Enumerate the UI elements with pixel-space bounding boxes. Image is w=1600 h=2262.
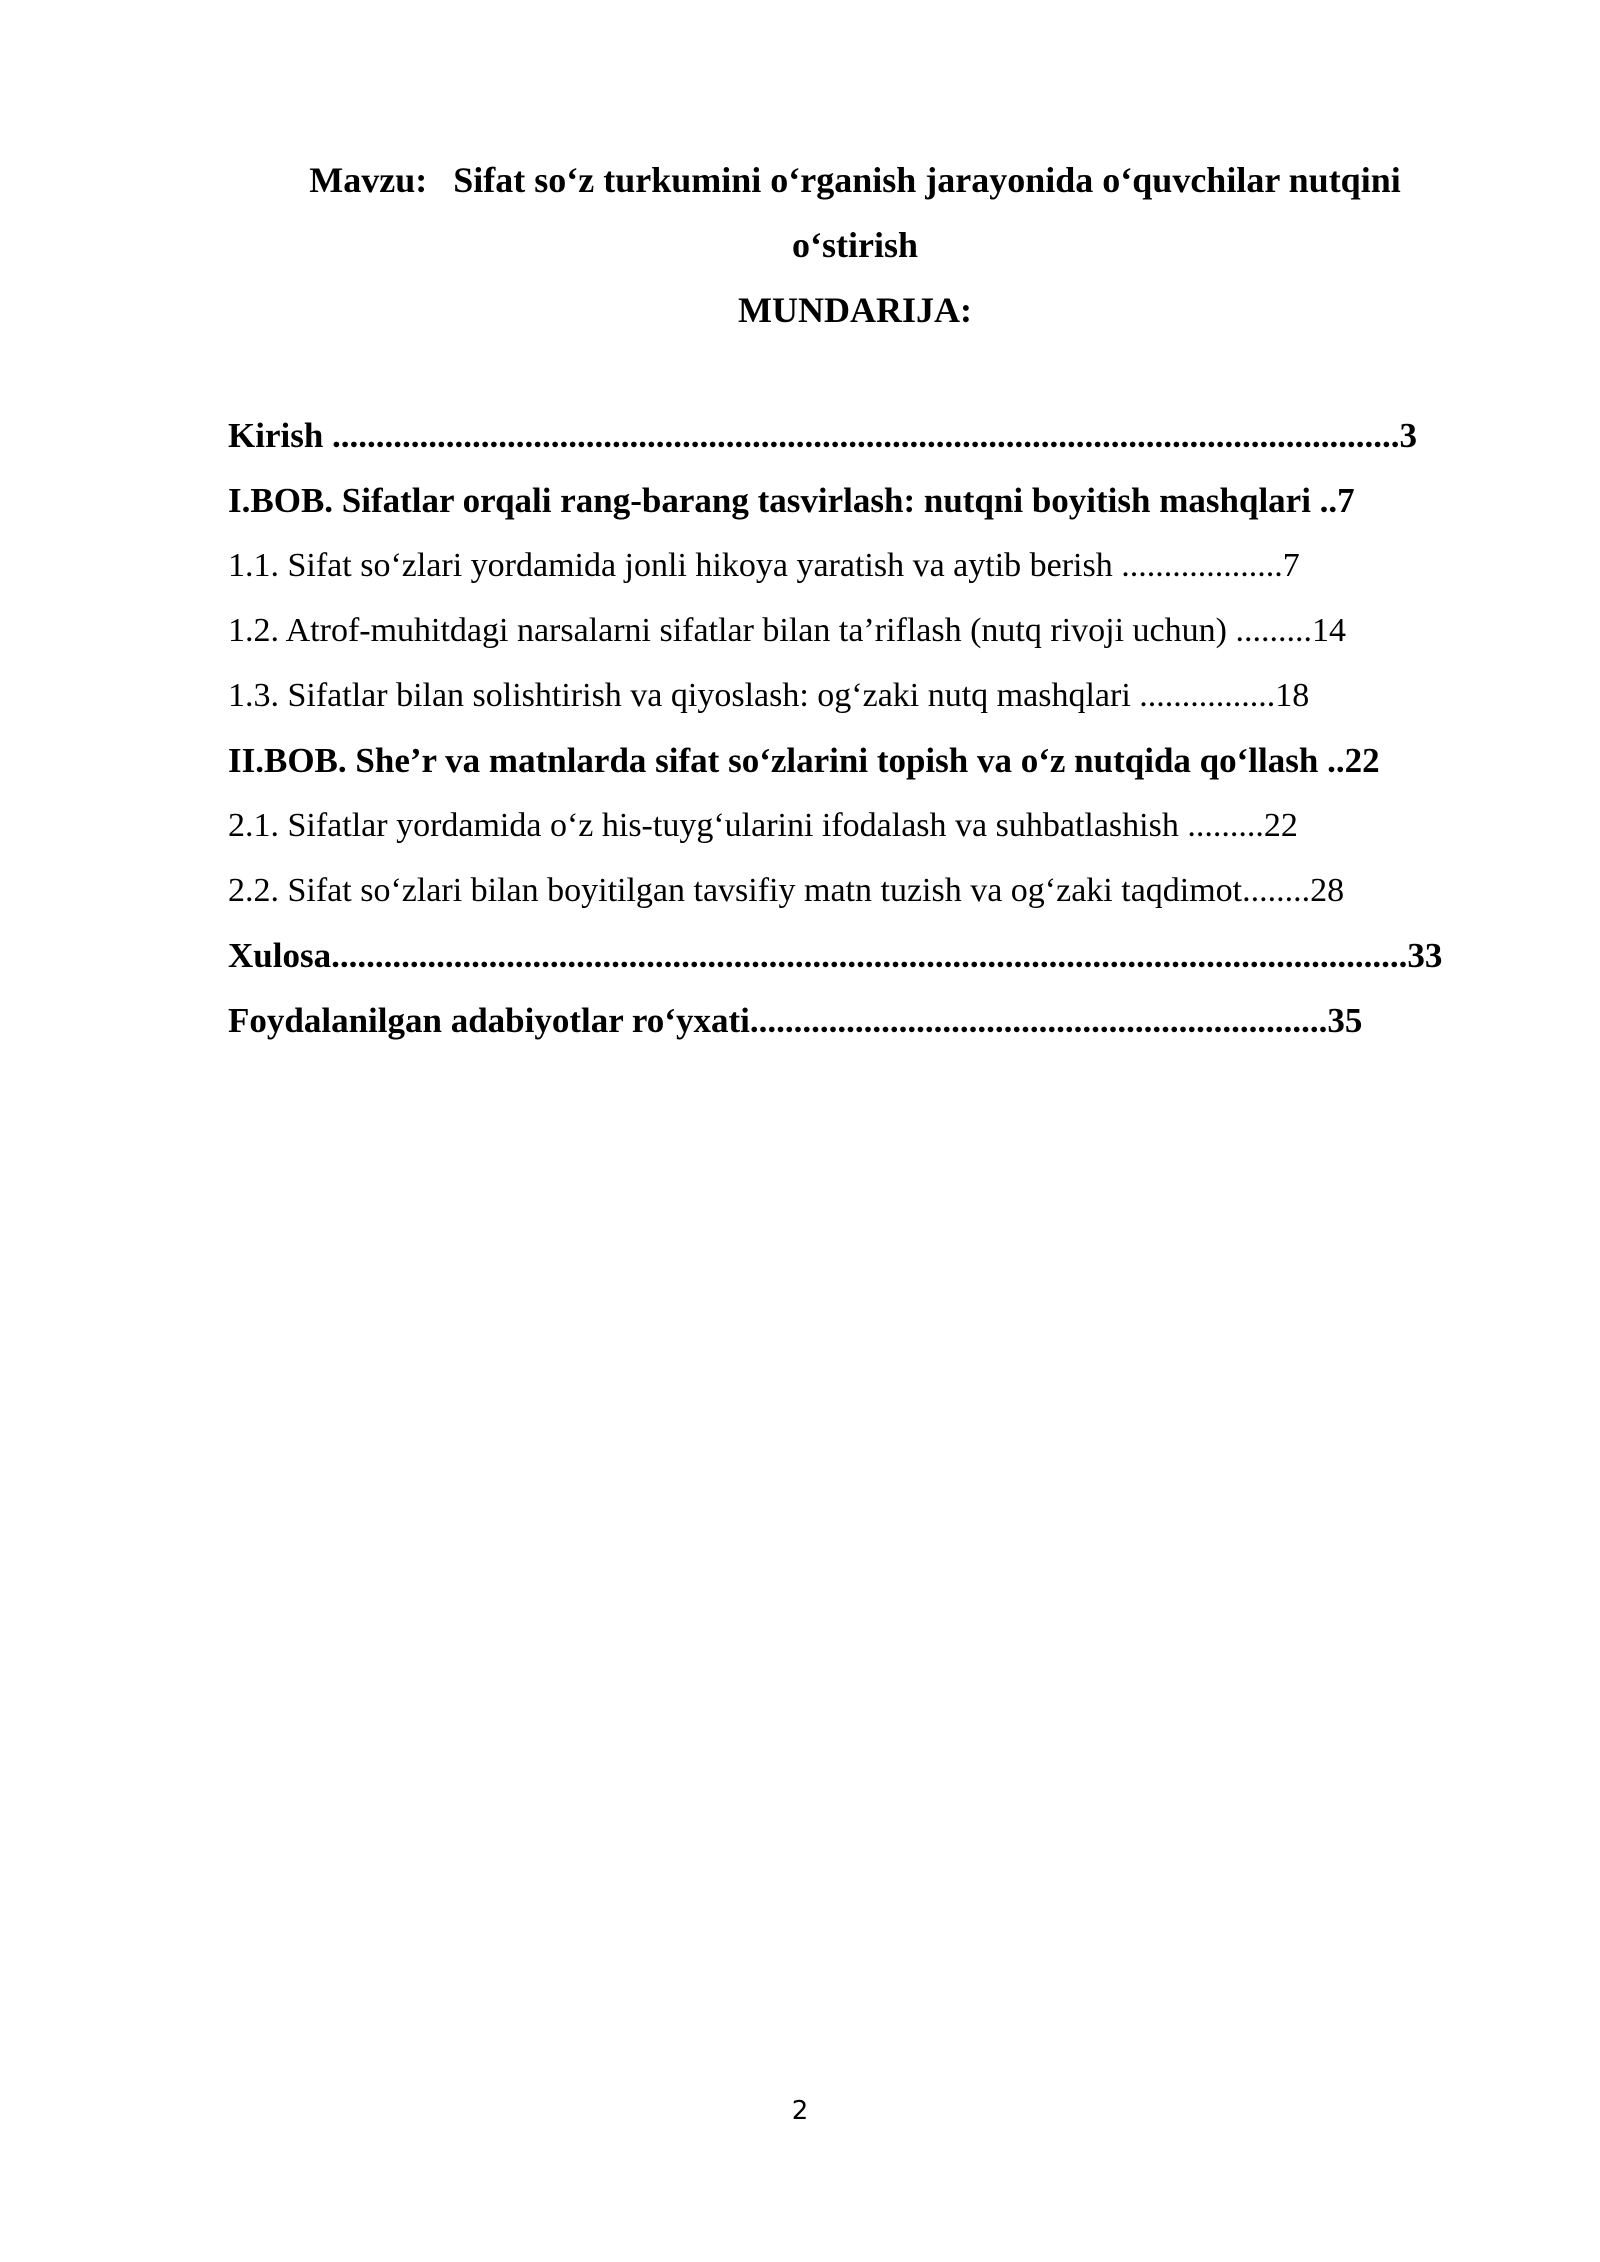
toc-entry-section-1-1[interactable]: 1.1. Sifat so‘zlari yordamida jonli hikoya yaratish va aytib berish ...................7: [228, 547, 1300, 584]
contents-heading: MUNDARIJA:: [738, 290, 972, 330]
toc-entry-conclusion[interactable]: Xulosa...........................................................................................................................33: [228, 936, 1443, 975]
table-of-contents: [228, 403, 1478, 1053]
toc-entry-chapter-1[interactable]: I.BOB. Sifatlar orqali rang-barang tasvirlash: nutqni boyitish mashqlari ..7: [228, 481, 1355, 520]
toc-entry-references[interactable]: Foydalanilgan adabiyotlar ro‘yxati..................................................................35: [228, 1001, 1363, 1040]
toc-entry-chapter-2[interactable]: II.BOB. She’r va matnlarda sifat so‘zlarini topish va o‘z nutqida qo‘llash ..22: [228, 741, 1380, 780]
title-line-1: [230, 148, 1480, 213]
topic-label: Mavzu:: [309, 160, 428, 200]
topic-title-continuation: o‘stirish: [792, 225, 918, 265]
toc-entry-section-1-3[interactable]: 1.3. Sifatlar bilan solishtirish va qiyoslash: og‘zaki nutq mashqlari ................18: [228, 677, 1310, 714]
title-block: [230, 148, 1480, 343]
toc-entry-introduction[interactable]: Kirish ..........................................................................................................................3: [228, 416, 1418, 455]
toc-entry-section-2-1[interactable]: 2.1. Sifatlar yordamida o‘z his-tuyg‘ularini ifodalash va suhbatlashish .........22: [228, 807, 1298, 844]
topic-title: Sifat so‘z turkumini o‘rganish jarayonida o‘quvchilar nutqini: [453, 160, 1401, 200]
toc-entry-section-1-2[interactable]: 1.2. Atrof-muhitdagi narsalarni sifatlar bilan ta’riflash (nutq rivoji uchun) .........14: [228, 612, 1346, 649]
page-number: 2: [791, 2096, 809, 2126]
toc-entry-section-2-2[interactable]: 2.2. Sifat so‘zlari bilan boyitilgan tavsifiy matn tuzish va og‘zaki taqdimot........28: [228, 872, 1345, 909]
